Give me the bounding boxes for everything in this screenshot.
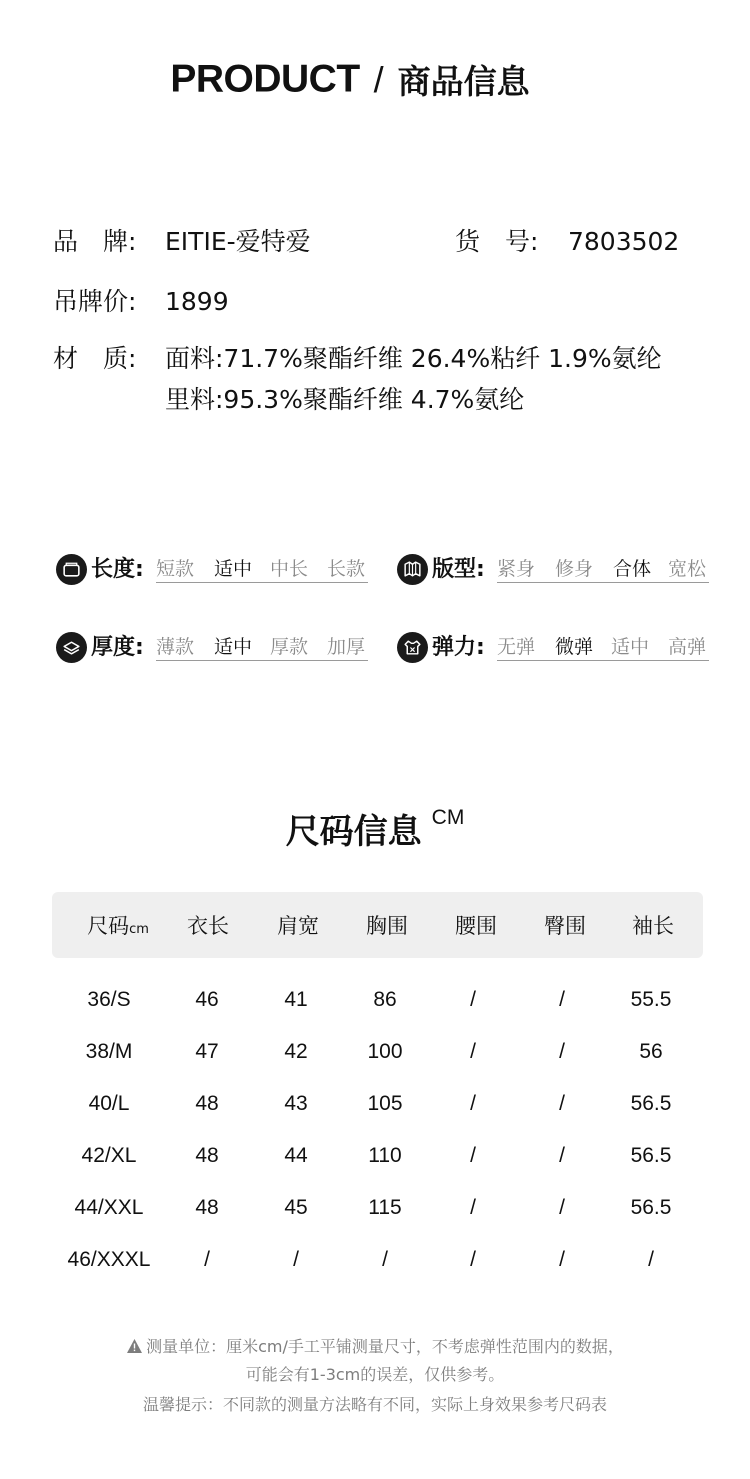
thickness-icon: [56, 632, 87, 663]
table-cell: 56.5: [630, 1092, 672, 1115]
option: 修身: [555, 558, 594, 580]
option: 紧身: [497, 558, 536, 580]
brand-row: [0, 226, 750, 258]
attribute-elasticity-name: 弹力:: [432, 635, 485, 660]
attribute-row-2: [56, 631, 716, 665]
table-cell: /: [204, 1248, 210, 1271]
option: 短款: [156, 558, 195, 580]
table-cell: 105: [367, 1092, 403, 1115]
size-label-cell: 40/L: [88, 1092, 130, 1115]
title-separator: /: [373, 58, 384, 100]
table-cell: /: [470, 1248, 476, 1271]
option: 厚款: [270, 636, 309, 658]
table-cell: 100: [367, 1040, 403, 1063]
elasticity-icon: [397, 632, 428, 663]
table-cell: 48: [195, 1092, 219, 1115]
size-label-cell: 42/XL: [81, 1144, 137, 1167]
page-title-english: PRODUCT: [170, 57, 360, 101]
price-value: 1899: [165, 287, 229, 316]
measurement-note: [0, 1336, 750, 1358]
header-cell: 肩宽: [277, 914, 319, 938]
attribute-elasticity-options: [497, 631, 709, 665]
table-cell: 46: [195, 988, 219, 1011]
table-cell: /: [470, 1092, 476, 1115]
table-cell: 86: [373, 988, 397, 1011]
size-title-unit: CM: [431, 806, 465, 829]
note-line-1: 测量单位：厘米cm/手工平铺测量尺寸，不考虑弹性范围内的数据，: [146, 1337, 624, 1356]
fit-icon: [397, 554, 428, 585]
attribute-fit-name: 版型:: [432, 557, 485, 582]
table-cell: 47: [195, 1040, 219, 1063]
option-underline: [497, 660, 709, 661]
table-cell: 45: [284, 1196, 308, 1219]
attribute-length-options: [156, 553, 368, 587]
size-label-cell: 36/S: [87, 988, 131, 1011]
header-cell: 胸围: [366, 914, 408, 938]
size-label-cell: 38/M: [85, 1040, 133, 1063]
option: 长款: [327, 558, 366, 580]
note-line-2: 可能会有1-3cm的误差，仅供参考。: [245, 1365, 505, 1384]
table-cell: 55.5: [630, 988, 672, 1011]
table-cell: /: [559, 1248, 565, 1271]
option: 中长: [270, 558, 309, 580]
material-row: [0, 343, 750, 417]
option-underline: [156, 582, 368, 583]
header-cell: 臀围: [544, 914, 586, 938]
length-icon: [56, 554, 87, 585]
table-cell: 56.5: [630, 1196, 672, 1219]
option-selected: 适中: [214, 636, 253, 658]
header-cell: 袖长: [632, 914, 674, 938]
table-cell: 44: [284, 1144, 308, 1167]
table-cell: 41: [284, 988, 308, 1011]
table-cell: /: [559, 1144, 565, 1167]
material-lining: 里料:95.3%聚酯纤维 4.7%氨纶: [165, 385, 525, 414]
table-cell: 48: [195, 1196, 219, 1219]
page-title-chinese: 商品信息: [397, 62, 530, 101]
size-title-text: 尺码信息: [285, 812, 422, 852]
header-cell: 腰围: [455, 914, 497, 938]
option: 加厚: [327, 636, 366, 658]
table-cell: /: [559, 1040, 565, 1063]
table-cell: /: [559, 1092, 565, 1115]
option: 薄款: [156, 636, 195, 658]
warning-icon: [126, 1338, 143, 1354]
option: 无弹: [497, 636, 536, 658]
brand-label: 品 牌:: [53, 227, 137, 256]
table-cell: /: [470, 988, 476, 1011]
table-cell: 56: [639, 1040, 663, 1063]
table-cell: /: [559, 988, 565, 1011]
attribute-row-1: [56, 553, 716, 587]
option-selected: 微弹: [555, 636, 594, 658]
option-underline: [156, 660, 368, 661]
table-cell: /: [470, 1144, 476, 1167]
table-cell: 42: [284, 1040, 308, 1063]
table-cell: /: [559, 1196, 565, 1219]
material-shell: 面料:71.7%聚酯纤维 26.4%粘纤 1.9%氨纶: [165, 344, 662, 373]
attribute-thickness-name: 厚度:: [91, 635, 144, 660]
table-cell: /: [648, 1248, 654, 1271]
size-label-cell: 44/XXL: [74, 1196, 144, 1219]
table-cell: /: [470, 1196, 476, 1219]
table-cell: 115: [368, 1196, 402, 1219]
table-cell: 110: [368, 1144, 402, 1167]
option-underline: [497, 582, 709, 583]
note-line-3: 温馨提示：不同款的测量方法略有不同，实际上身效果参考尺码表: [142, 1395, 607, 1414]
table-cell: /: [382, 1248, 388, 1271]
table-cell: /: [470, 1040, 476, 1063]
attribute-fit-options: [497, 553, 709, 587]
table-cell: 56.5: [630, 1144, 672, 1167]
header-cell: 衣长: [187, 914, 229, 938]
brand-value: EITIE-爱特爱: [165, 227, 311, 256]
attribute-length-name: 长度:: [91, 557, 144, 582]
price-label: 吊牌价:: [53, 287, 137, 316]
option-selected: 合体: [613, 558, 652, 580]
size-section-title: [0, 804, 750, 853]
table-cell: /: [293, 1248, 299, 1271]
price-row: [0, 286, 750, 318]
option: 宽松: [668, 558, 707, 580]
header-size-unit: cm: [129, 922, 149, 937]
option-selected: 适中: [214, 558, 253, 580]
option: 适中: [611, 636, 650, 658]
item-number-value: 7803502: [568, 227, 680, 256]
page-title: [0, 56, 700, 103]
header-cell-size: [68, 912, 168, 944]
attribute-thickness-options: [156, 631, 368, 665]
option: 高弹: [668, 636, 707, 658]
item-number-label: 货 号:: [455, 227, 539, 256]
size-label-cell: 46/XXXL: [67, 1248, 151, 1271]
table-cell: 48: [195, 1144, 219, 1167]
material-label: 材 质:: [53, 344, 137, 373]
table-cell: 43: [284, 1092, 308, 1115]
header-size-label: 尺码: [87, 914, 130, 938]
